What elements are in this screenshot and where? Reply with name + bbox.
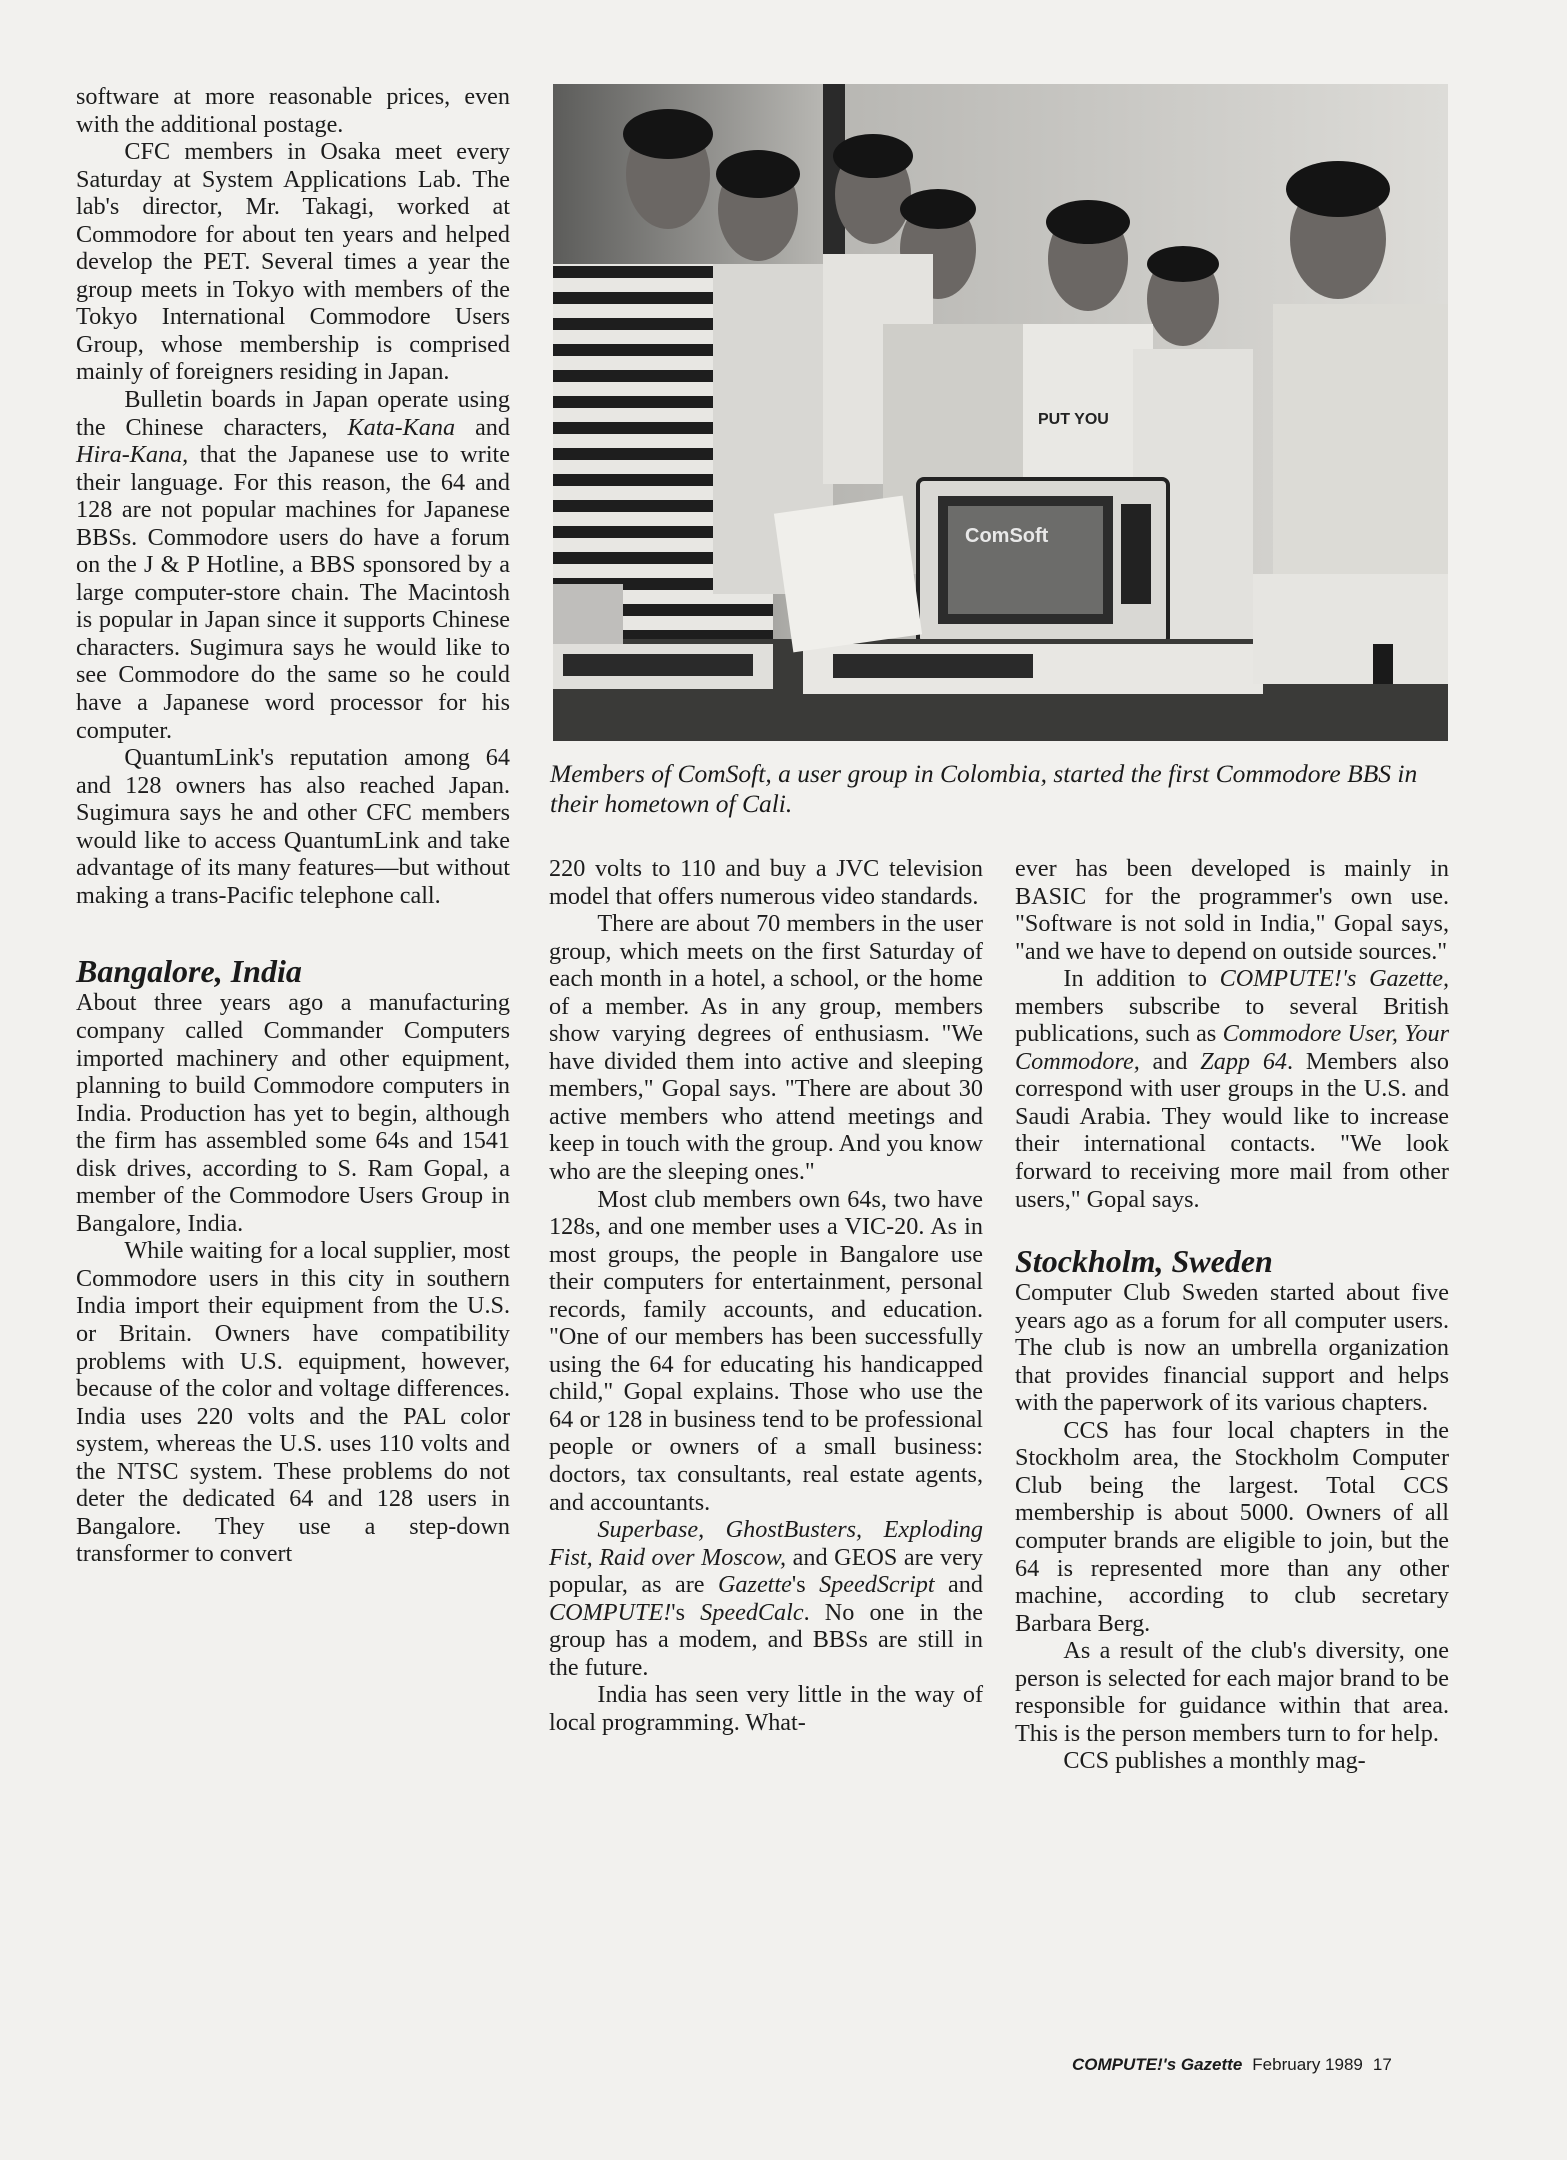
group-photo: [553, 84, 1448, 741]
paragraph: ever has been developed is mainly in BASIC for the programmer's own use. "Software is not sold in India," Gopal says, "and we have to depend on outside sources.": [1015, 855, 1449, 965]
paragraph: CFC members in Osaka meet every Saturday at System Applications Lab. The lab's director, Mr. Takagi, worked at Commodore for about ten years and helped develop the PET. Several times a year the group meets in Tokyo with members of the Tokyo International Commodore Users Group, whose membership is comprised mainly of foreigners residing in Japan.: [76, 138, 510, 386]
section-heading-stockholm: Stockholm, Sweden: [1015, 1243, 1273, 1280]
paragraph: About three years ago a manufacturing company called Commander Computers imported machinery and other equipment, planning to build Commodore computers in India. Production has yet to begin, although the firm has assembled some 64s and 1541 disk drives, according to S. Ram Gopal, a member of the Commodore Users Group in Bangalore, India.: [76, 989, 510, 1237]
disk-drive: [1253, 574, 1448, 684]
paragraph: CCS has four local chapters in the Stockholm area, the Stockholm Computer Club being the largest. Total CCS membership is about 5000. Owners of all computer brands are eligible to join, but the 64 is represented more than any other machine, according to club secretary Barbara Berg.: [1015, 1416, 1449, 1637]
paragraph: In addition to COMPUTE!'s Gazette, members subscribe to several British publications, such as Commodore User, Your Commodore, and Zapp 64. Members also correspond with user groups in the U.S. and Saudi Arabia. They would like to increase their international contacts. "We look forward to receiving more mail from other users," Gopal says.: [1015, 965, 1450, 1213]
photo-caption: Members of ComSoft, a user group in Colombia, started the first Commodore BBS in their hometown of Cali.: [550, 759, 1418, 818]
paragraph: 220 volts to 110 and buy a JVC television model that offers numerous video standards.: [549, 855, 983, 910]
paragraph: India has seen very little in the way of local programming. What-: [549, 1681, 983, 1736]
paragraph: Most club members own 64s, two have 128s, and one member uses a VIC-20. As in most groups, the people in Bangalore use their computers for entertainment, personal records, family accounts, and education. "One of our members has been successfully using the 64 for educating his handicapped child," Gopal explains. Those who use the 64 or 128 in business tend to be professional people or owners of a small business: doctors, tax consultants, real estate agents, and accountants.: [549, 1185, 983, 1516]
keyboard: [833, 654, 1033, 678]
paragraph: Bulletin boards in Japan operate using the Chinese characters, Kata-Kana and Hira-Kana, that the Japanese use to write their language. For this reason, the 64 and 128 are not popular machines for Japanese BBSs. Commodore users do have a forum on the J & P Hotline, a BBS sponsored by a large computer-store chain. The Macintosh is popular in Japan since it supports Chinese characters. Sugimura says he would like to see Commodore do the same so he could have a Japanese word processor for his computer.: [76, 386, 510, 744]
issue-date: February 1989: [1252, 2055, 1363, 2074]
paragraph: As a result of the club's diversity, one person is selected for each major brand to be responsible for guidance within that area. This is the person members turn to for help.: [1015, 1637, 1449, 1747]
column-right: [1015, 855, 1449, 1775]
paragraph: software at more reasonable prices, even with the additional postage.: [76, 83, 510, 138]
shirt-text: PUT YOU: [1038, 411, 1109, 428]
page-footer: [1072, 2055, 1392, 2075]
paragraph: While waiting for a local supplier, most Commodore users in this city in southern India import their equipment from the U.S. or Britain. Owners have compatibility problems with U.S. equipment, however, because of the color and voltage differences. India uses 220 volts and the PAL color system, whereas the U.S. uses 110 volts and the NTSC system. These problems do not deter the dedicated 64 and 128 users in Bangalore. They use a step-down transformer to convert: [76, 1237, 510, 1568]
paragraph: There are about 70 members in the user group, which meets on the first Saturday of each month in a hotel, a school, or the home of a member. As in any group, members show varying degrees of enthusiasm. "We have divided them into active and sleeping members," Gopal says. "There are about 30 active members who attend meetings and keep in touch with the group. And you know who are the sleeping ones.": [549, 910, 983, 1186]
paper-sheet: [774, 496, 922, 653]
paragraph: QuantumLink's reputation among 64 and 128 owners has also reached Japan. Sugimura says he and other CFC members would like to access QuantumLink and take advantage of its many features—but without making a trans-Pacific telephone call.: [76, 744, 510, 909]
photo-illustration: [553, 84, 1448, 741]
page-number: 17: [1372, 2055, 1392, 2074]
column-middle: [549, 855, 983, 1737]
publication-name: COMPUTE!'s Gazette: [1072, 2055, 1243, 2074]
column-left: [76, 83, 510, 1568]
paragraph: Superbase, GhostBusters, Exploding Fist, Raid over Moscow, and GEOS are very popular, as are Gazette's SpeedScript and COMPUTE!'s SpeedCalc. No one in the group has a modem, and BBSs are still in the future.: [549, 1516, 984, 1681]
paragraph: Computer Club Sweden started about five years ago as a forum for all computer users. The club is now an umbrella organization that provides financial support and helps with the paperwork of its various chapters.: [1015, 1279, 1449, 1417]
screen-text: ComSoft: [965, 525, 1049, 547]
section-heading-bangalore: Bangalore, India: [76, 953, 302, 990]
paragraph: CCS publishes a monthly mag-: [1063, 1747, 1366, 1775]
keyboard: [563, 654, 753, 676]
